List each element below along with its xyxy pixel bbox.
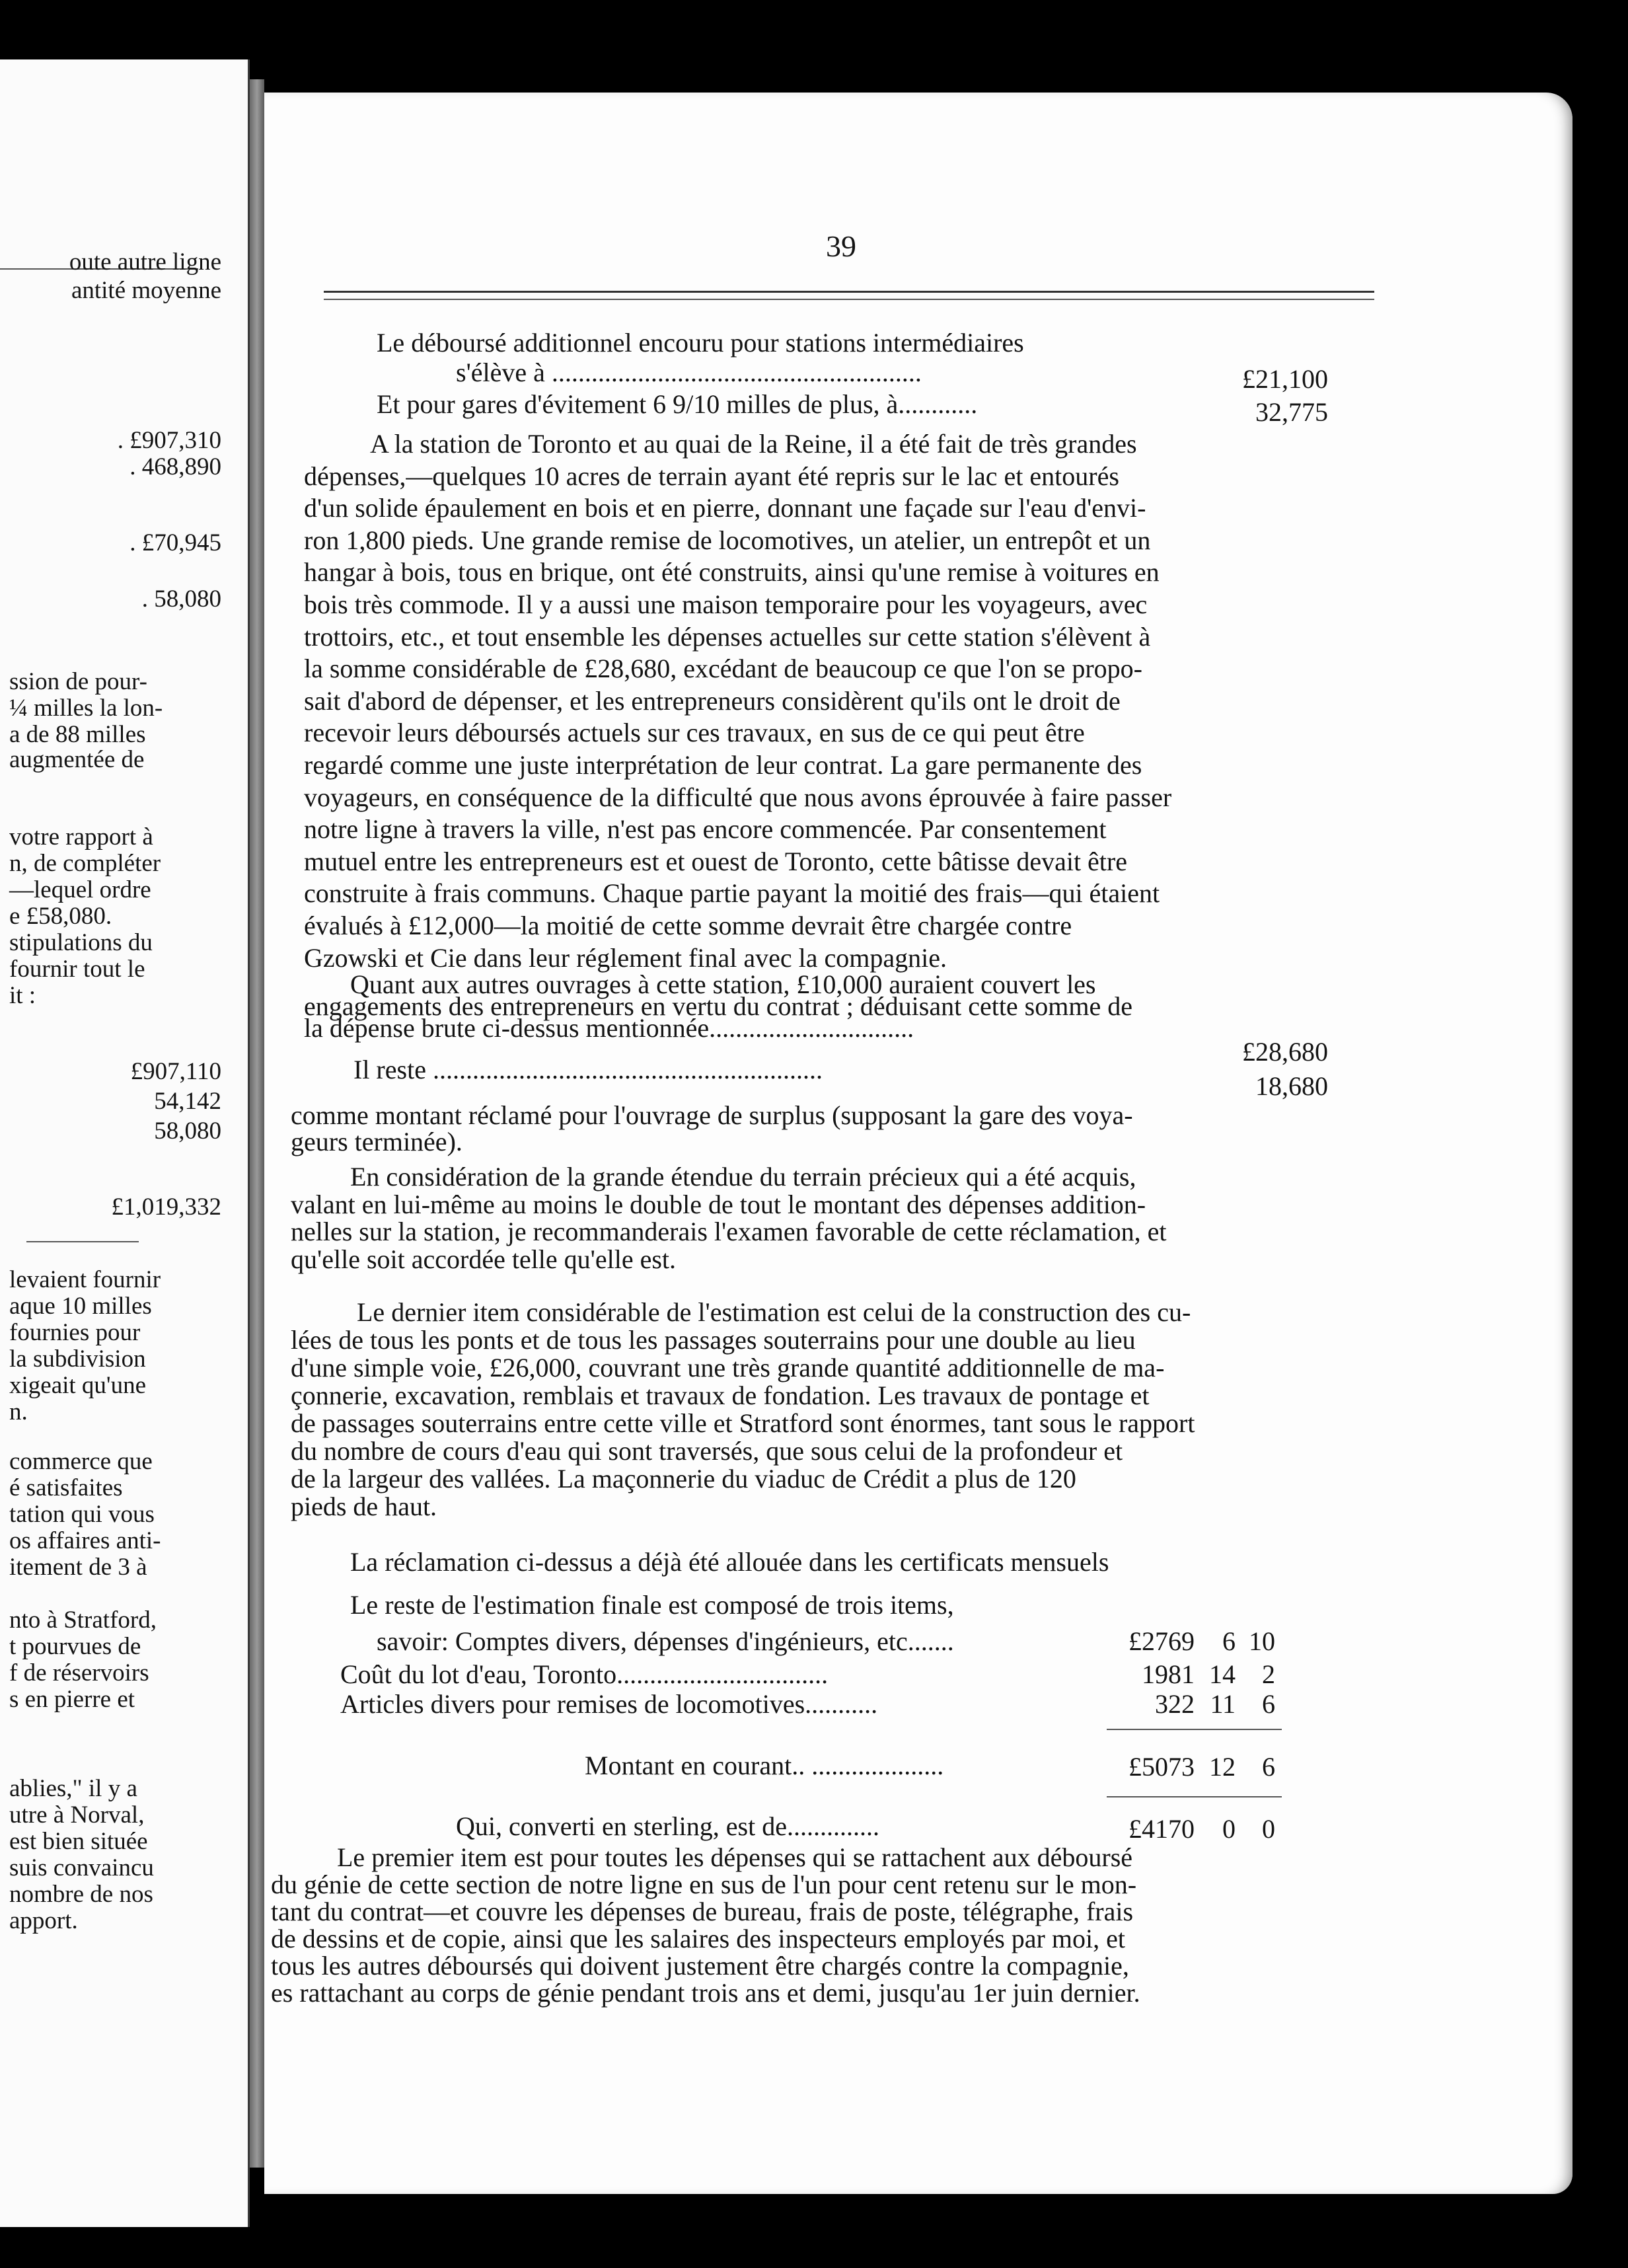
- paragraph-line: hangar à bois, tous en brique, ont été construits, ainsi qu'une remise à voitures en: [304, 557, 1160, 587]
- paragraph-first-item: [271, 1844, 1341, 2006]
- item-pounds: 1981: [1142, 1659, 1195, 1689]
- paragraph-toronto-station: [304, 428, 1364, 974]
- total-rule: [1107, 1796, 1282, 1797]
- item-pence: 6: [1262, 1689, 1275, 1719]
- left-page-line: augmentée de: [9, 746, 145, 773]
- paragraph-line: çonnerie, excavation, remblais et travaux de fondation. Les travaux de pontage et: [291, 1380, 1150, 1410]
- paragraph-line: qu'elle soit accordée telle qu'elle est.: [291, 1244, 677, 1274]
- total-label: Montant en courant.. ....................: [585, 1751, 944, 1780]
- left-page-line: levaient fournir: [9, 1266, 161, 1293]
- paragraph-line: notre ligne à travers la ville, n'est pas encore commencée. Par consentement: [304, 814, 1107, 845]
- left-page-line: tation qui vous: [9, 1501, 155, 1528]
- paragraph-line: En considération de la grande étendue du terrain précieux qui a été acquis,: [350, 1162, 1136, 1191]
- header-rule: [324, 291, 1374, 293]
- paragraph-line: Quant aux autres ouvrages à cette station, £10,000 auraient couvert les: [350, 969, 1096, 999]
- paragraph-line: Gzowski et Cie dans leur réglement final avec la compagnie.: [304, 942, 947, 973]
- item-pounds: £2769: [1128, 1626, 1195, 1656]
- intro-amount-1: £21,100: [1242, 364, 1328, 394]
- left-page-line: fournir tout le: [9, 956, 145, 983]
- book-gutter: [250, 79, 264, 2168]
- left-page-line: . £70,945: [130, 529, 221, 556]
- paragraph-line: construite à frais communs. Chaque partie payant la moitié des frais—qui étaient: [304, 878, 1160, 909]
- left-page-line: n.: [9, 1398, 28, 1425]
- header-rule-thin: [324, 299, 1374, 300]
- paragraph-surplus-claim: [291, 1102, 1351, 1155]
- left-page-line: a de 88 milles: [9, 721, 146, 748]
- paragraph-line: évalués à £12,000—la moitié de cette somme devrait être chargée contre: [304, 910, 1072, 940]
- left-page-line: nto à Stratford,: [9, 1606, 157, 1634]
- left-page-line: £1,019,332: [111, 1193, 221, 1221]
- paragraph-consideration: [291, 1163, 1351, 1273]
- left-page-line: os affaires anti-: [9, 1527, 161, 1554]
- left-page-line: antité moyenne: [71, 277, 221, 304]
- paragraph-line: regardé comme une juste interprétation de leur contrat. La gare permanente des: [304, 749, 1142, 780]
- sterling-pounds: £4170: [1128, 1814, 1195, 1844]
- item-pence: 2: [1262, 1659, 1275, 1689]
- paragraph-line: de dessins et de copie, ainsi que les salaires des inspecteurs employés par moi, et: [271, 1924, 1125, 1953]
- paragraph-line: sait d'abord de dépenser, et les entrepreneurs considèrent qu'ils ont le droit de: [304, 685, 1121, 716]
- item-label: Articles divers pour remises de locomotives...........: [340, 1689, 878, 1719]
- paragraph-line: geurs terminée).: [291, 1127, 462, 1156]
- left-page-line: 54,142: [154, 1088, 221, 1115]
- left-page-line: utre à Norval,: [9, 1801, 145, 1829]
- left-page-line: ablies," il y a: [9, 1775, 137, 1802]
- left-page-line: la subdivision: [9, 1345, 146, 1373]
- paragraph-line: de la largeur des vallées. La maçonnerie du viaduc de Crédit a plus de 120: [291, 1464, 1076, 1493]
- left-page-line: fournies pour: [9, 1319, 141, 1346]
- left-page-line: commerce que: [9, 1448, 153, 1475]
- paragraph-line: Le dernier item considérable de l'estimation est celui de la construction des cu-: [357, 1297, 1191, 1327]
- paragraph-line: valant en lui-même au moins le double de tout le montant des dépenses addition-: [291, 1189, 1146, 1219]
- paragraph-line: pieds de haut.: [291, 1492, 437, 1521]
- paragraph-line: d'un solide épaulement en bois et en pierre, donnant une façade sur l'eau d'envi-: [304, 493, 1146, 523]
- paragraph-line: engagements des entrepreneurs en vertu du contrat ; déduisant cette somme de: [304, 991, 1132, 1021]
- paragraph-line: es rattachant au corps de génie pendant trois ans et demi, jusqu'au 1er juin dernier.: [271, 1978, 1140, 2008]
- paragraph-line: voyageurs, en conséquence de la difficulté que nous avons éprouvée à faire passer: [304, 782, 1172, 812]
- paragraph-line: lées de tous les ponts et de tous les passages souterrains pour une double au lieu: [291, 1325, 1136, 1355]
- sterling-shillings: 0: [1222, 1814, 1236, 1844]
- item-pounds: 322: [1155, 1689, 1195, 1719]
- item-shillings: 11: [1210, 1689, 1236, 1719]
- table-sum-rule: [1107, 1729, 1282, 1730]
- paragraph-line: d'une simple voie, £26,000, couvrant une très grande quantité additionnelle de ma-: [291, 1353, 1165, 1382]
- left-page-line: t pourvues de: [9, 1633, 141, 1660]
- left-page-line: . £907,310: [117, 427, 221, 454]
- intro-line-1: Le déboursé additionnel encouru pour stations intermédiaires: [377, 328, 1024, 358]
- left-page-line: apport.: [9, 1907, 78, 1934]
- paragraph-line: la dépense brute ci-dessus mentionnée...............................: [304, 1013, 914, 1043]
- left-page-line: 58,080: [154, 1117, 221, 1145]
- reste-amount: 18,680: [1255, 1071, 1328, 1101]
- left-page-line: stipulations du: [9, 929, 153, 956]
- left-page-line: suis convaincu: [9, 1854, 154, 1881]
- left-page-line: ¼ milles la lon-: [9, 695, 163, 722]
- left-page-line: itement de 3 à: [9, 1554, 147, 1581]
- left-page-line: est bien située: [9, 1828, 148, 1855]
- intro-amount-2: 32,775: [1255, 397, 1328, 427]
- paragraph-line: bois très commode. Il y a aussi une maison temporaire pour les voyageurs, avec: [304, 589, 1148, 619]
- paragraph-line: recevoir leurs déboursés actuels sur ces travaux, en sus de ce qui peut être: [304, 718, 1085, 748]
- left-page-line: . 58,080: [141, 586, 221, 613]
- paragraph-last-item: [291, 1299, 1351, 1521]
- intro-line-2: s'élève à ........................................................: [456, 358, 922, 387]
- left-page-line: ssion de pour-: [9, 668, 147, 695]
- paragraph-line: A la station de Toronto et au quai de la Reine, il a été fait de très grandes: [370, 429, 1137, 459]
- paragraph-line: ron 1,800 pieds. Une grande remise de locomotives, un atelier, un entrepôt et un: [304, 525, 1151, 555]
- left-page-line: votre rapport à: [9, 823, 153, 850]
- paragraph-line: trottoirs, etc., et tout ensemble les dépenses actuelles sur cette station s'élèvent à: [304, 621, 1151, 652]
- left-page-line: oute autre ligne: [69, 248, 221, 276]
- left-total-rule: [26, 1241, 139, 1242]
- total-pence: 6: [1262, 1752, 1275, 1782]
- paragraph-line: comme montant réclamé pour l'ouvrage de surplus (supposant la gare des voya-: [291, 1100, 1133, 1130]
- paragraph-line: du nombre de cours d'eau qui sont traversés, que sous celui de la profondeur et: [291, 1436, 1123, 1466]
- left-page-line: e £58,080.: [9, 903, 112, 930]
- reclamation-line: La réclamation ci-dessus a déjà été allouée dans les certificats mensuels: [350, 1547, 1109, 1577]
- paragraph-other-works: [304, 969, 1364, 1043]
- paragraph-line: tant du contrat—et couvre les dépenses de bureau, frais de poste, télégraphe, frais: [271, 1897, 1134, 1926]
- paragraph-line: la somme considérable de £28,680, excédant de beaucoup ce que l'on se propo-: [304, 654, 1142, 684]
- item-label: savoir: Comptes divers, dépenses d'ingénieurs, etc.......: [377, 1626, 954, 1656]
- item-shillings: 14: [1209, 1659, 1236, 1689]
- paragraph-line: mutuel entre les entrepreneurs est et ouest de Toronto, cette bâtisse devait être: [304, 846, 1127, 876]
- quant-amount: £28,680: [1242, 1037, 1328, 1067]
- left-page-line: it :: [9, 982, 36, 1009]
- left-page-fragment: [0, 59, 250, 2227]
- item-label: Coût du lot d'eau, Toronto................................: [340, 1659, 829, 1689]
- left-page-line: aque 10 milles: [9, 1293, 152, 1320]
- paragraph-line: de passages souterrains entre cette ville et Stratford sont énormes, tant sous le rapport: [291, 1408, 1195, 1438]
- paragraph-line: Le premier item est pour toutes les dépenses qui se rattachent aux déboursé: [337, 1842, 1133, 1872]
- sterling-label: Qui, converti en sterling, est de..............: [456, 1811, 879, 1841]
- item-pence: 10: [1249, 1626, 1275, 1656]
- left-page-line: n, de compléter: [9, 850, 161, 877]
- reste-label: Il reste ...........................................................: [353, 1055, 823, 1084]
- left-page-line: £907,110: [130, 1058, 221, 1085]
- paragraph-line: tous les autres déboursés qui doivent justement être chargés contre la compagnie,: [271, 1951, 1129, 1981]
- paragraph-line: dépenses,—quelques 10 acres de terrain ayant été repris sur le lac et entourés: [304, 461, 1119, 491]
- paragraph-line: nelles sur la station, je recommanderais l'examen favorable de cette réclamation, et: [291, 1217, 1167, 1246]
- left-page-line: —lequel ordre: [9, 876, 151, 903]
- left-page-line: xigeait qu'une: [9, 1372, 147, 1399]
- sterling-pence: 0: [1262, 1814, 1275, 1844]
- intro-line-3: Et pour gares d'évitement 6 9/10 milles de plus, à............: [377, 389, 978, 419]
- left-page-line: é satisfaites: [9, 1474, 123, 1501]
- paragraph-line: du génie de cette section de notre ligne en sus de l'un pour cent retenu sur le mon-: [271, 1870, 1137, 1899]
- left-page-line: . 468,890: [130, 453, 221, 480]
- left-page-line: s en pierre et: [9, 1686, 135, 1713]
- item-shillings: 6: [1222, 1626, 1236, 1656]
- remaining-estimate-line: Le reste de l'estimation finale est composé de trois items,: [350, 1590, 954, 1620]
- total-shillings: 12: [1209, 1752, 1236, 1782]
- total-pounds: £5073: [1128, 1752, 1195, 1782]
- page-number: 39: [826, 229, 856, 263]
- left-page-line: nombre de nos: [9, 1881, 153, 1908]
- left-page-line: f de réservoirs: [9, 1659, 149, 1686]
